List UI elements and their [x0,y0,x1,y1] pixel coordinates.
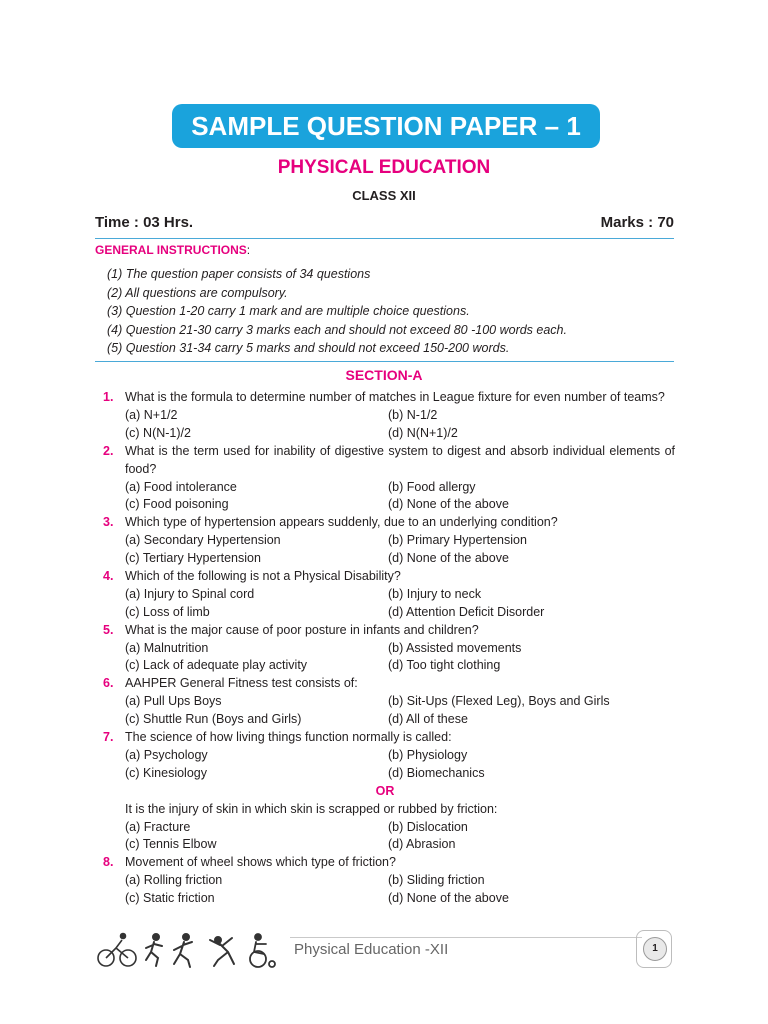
question-number: 8. [103,855,114,870]
options [125,747,675,783]
options [125,586,675,622]
option-b: (b) Physiology [388,747,468,762]
question-text: What is the formula to determine number of matches in League fixture for even number of teams? [125,390,665,404]
question-number: 5. [103,622,114,637]
option-a: (a) Psychology [125,747,208,762]
option-a: (a) Malnutrition [125,640,209,655]
option-b: (b) Sit-Ups (Flexed Leg), Boys and Girls [388,694,610,709]
footer-sports-icons [96,930,290,970]
question-number: 6. [103,676,114,691]
option-a: (a) Fracture [125,819,191,834]
runner-icon [146,934,162,966]
general-instructions-colon: : [246,243,251,257]
question-4 [95,568,675,622]
page-number: 1 [643,937,667,961]
question-8 [95,854,675,908]
option-b: (b) Dislocation [388,819,468,834]
class-label: CLASS XII [352,188,416,203]
option-b: (b) N-1/2 [388,407,438,422]
option-d: (d) None of the above [388,551,509,566]
question-2 [95,443,675,515]
question-5 [95,622,675,676]
paper-title: SAMPLE QUESTION PAPER – 1 [172,104,600,148]
question-text: Which type of hypertension appears suddenly, due to an underlying condition? [125,515,558,530]
question-alt-text: It is the injury of skin in which skin is scrapped or rubbed by friction: [125,801,498,816]
question-number: 3. [103,515,114,530]
option-d: (d) All of these [388,712,468,727]
option-d: (d) Biomechanics [388,765,485,780]
question-1 [95,389,675,443]
general-instructions-heading-text: GENERAL INSTRUCTIONS [95,243,247,257]
option-b: (b) Food allergy [388,479,476,494]
cyclist-icon [98,934,136,967]
wheelchair-athlete-icon [250,934,275,967]
question-number: 4. [103,568,114,583]
option-d: (d) N(N+1)/2 [388,425,458,440]
footer-label: Physical Education -XII [294,941,449,958]
question-text: What is the term used for inability of digestive system to digest and absorb individual elements of food? [125,443,675,476]
question-number: 2. [103,443,114,458]
gymnast-icon [210,937,234,966]
question-number: 1. [103,390,114,404]
instruction-item: (4) Question 21-30 carry 3 marks each and should not exceed 80 -100 words each. [107,322,567,337]
option-b: (b) Primary Hypertension [388,533,527,548]
questions-list [95,389,675,908]
instructions-list [107,265,667,358]
option-d: (d) Too tight clothing [388,658,501,673]
option-c: (c) Kinesiology [125,765,207,780]
option-a: (a) Injury to Spinal cord [125,586,255,601]
option-c: (c) Shuttle Run (Boys and Girls) [125,712,302,727]
question-number: 7. [103,730,114,745]
question-text: Movement of wheel shows which type of friction? [125,855,396,870]
option-b: (b) Assisted movements [388,640,522,655]
option-d: (d) None of the above [388,497,509,512]
question-text: What is the major cause of poor posture in infants and children? [125,622,479,637]
options [125,479,675,515]
instruction-item: (2) All questions are compulsory. [107,285,288,300]
meta-row [95,214,674,234]
divider [95,361,674,362]
instruction-item: (3) Question 1-20 carry 1 mark and are multiple choice questions. [107,304,470,318]
divider [95,238,674,239]
options [125,532,675,568]
option-a: (a) N+1/2 [125,407,178,422]
athlete-icon [174,934,192,967]
option-d: (d) None of the above [388,891,509,906]
time-label: Time : 03 Hrs. [95,214,194,231]
options [125,407,675,443]
page-number-badge [636,930,672,968]
instruction-item: (1) The question paper consists of 34 questions [107,267,371,281]
option-a: (a) Food intolerance [125,479,237,494]
option-a: (a) Rolling friction [125,873,223,888]
or-label: OR [375,783,395,798]
question-3 [95,514,675,568]
section-title: SECTION-A [345,367,423,383]
option-a: (a) Pull Ups Boys [125,694,222,709]
question-text: The science of how living things function normally is called: [125,730,452,745]
option-c: (c) Loss of limb [125,604,210,619]
alt-options [125,819,675,855]
marks-label: Marks : 70 [600,214,674,231]
option-c: (c) N(N-1)/2 [125,425,191,440]
option-c: (c) Static friction [125,891,215,906]
options [125,640,675,676]
question-6 [95,675,675,729]
option-c: (c) Food poisoning [125,497,229,512]
options [125,872,675,908]
option-d: (d) Abrasion [388,837,456,852]
option-c: (c) Tertiary Hypertension [125,551,261,566]
instruction-item: (5) Question 31-34 carry 5 marks and should not exceed 150-200 words. [107,341,510,355]
option-a: (a) Secondary Hypertension [125,533,281,548]
option-b: (b) Sliding friction [388,873,485,888]
footer-divider [290,937,642,938]
subject-title: PHYSICAL EDUCATION [277,157,491,178]
option-d: (d) Attention Deficit Disorder [388,604,545,619]
question-text: AAHPER General Fitness test consists of: [125,676,358,691]
question-text: Which of the following is not a Physical Disability? [125,568,401,583]
options [125,693,675,729]
option-b: (b) Injury to neck [388,586,482,601]
option-c: (c) Tennis Elbow [125,837,217,852]
option-c: (c) Lack of adequate play activity [125,658,308,673]
general-instructions-heading [95,243,250,257]
question-7 [95,729,675,854]
